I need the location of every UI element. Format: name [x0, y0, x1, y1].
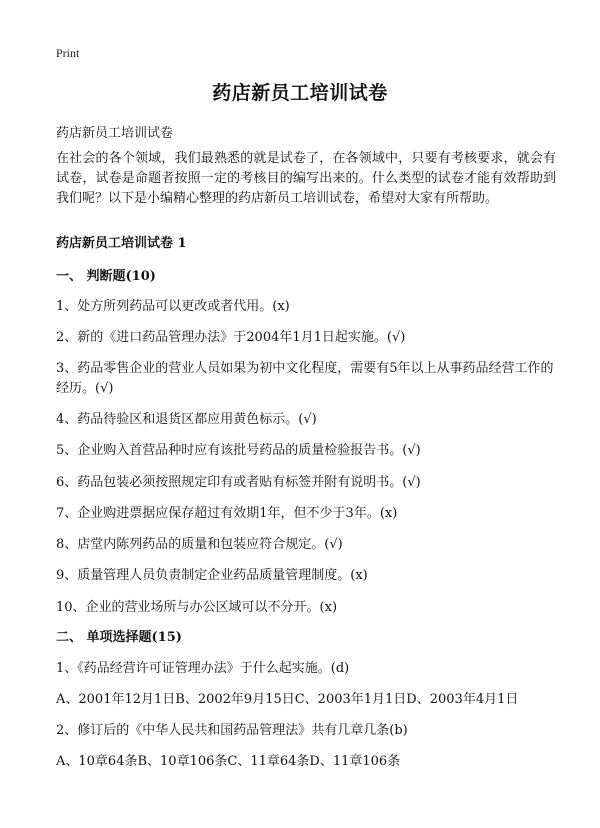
- question-item: 9、质量管理人员负责制定企业药品质量管理制度。(x): [56, 568, 368, 583]
- question-item: 2、修订后的《中华人民共和国药品管理法》共有几章几条(b): [56, 723, 408, 738]
- section-heading: 药店新员工培训试卷 1: [56, 236, 187, 251]
- answer-options: A、10章64条B、10章106条C、11章64条D、11章106条: [56, 754, 401, 769]
- question-item: 7、企业购进票据应保存超过有效期1年，但不少于3年。(x): [56, 506, 398, 521]
- document-subtitle: 药店新员工培训试卷: [56, 126, 174, 141]
- question-item: 4、药品待验区和退货区都应用黄色标示。(√): [56, 412, 317, 427]
- question-item: 5、企业购入首营品种时应有该批号药品的质量检验报告书。(√): [56, 443, 421, 458]
- question-item: 10、企业的营业场所与办公区域可以不分开。(x): [56, 600, 338, 615]
- question-item: 6、药品包装必须按照规定印有或者贴有标签并附有说明书。(√): [56, 475, 421, 490]
- answer-options: A、2001年12月1日B、2002年9月15日C、2003年1月1日D、2003年4月1日: [56, 692, 519, 707]
- print-label[interactable]: Print: [56, 46, 80, 60]
- intro-paragraph: 在社会的各个领域，我们最熟悉的就是试卷了，在各领域中，只要有考核要求，就会有试卷，试卷是命题者按照一定的考核目的编写出来的。什么类型的试卷才能有效帮助到我们呢？以下是小编精心整理的药店新员工培训试卷，希望对大家有所帮助。: [56, 151, 556, 206]
- page-title: 药店新员工培训试卷: [212, 82, 388, 104]
- question-item: 2、新的《进口药品管理办法》于2004年1月1日起实施。(√): [56, 330, 406, 345]
- question-item: 1、处方所列药品可以更改或者代用。(x): [56, 299, 290, 314]
- part1-heading: 一、 判断题(10): [56, 269, 156, 284]
- question-item: 3、药品零售企业的营业人员如果为初中文化程度，需要有5年以上从事药品经营工作的经历。(√): [56, 361, 554, 396]
- question-item: 1、《药品经营许可证管理办法》于什么起实施。(d): [56, 661, 350, 676]
- question-item: 8、店堂内陈列药品的质量和包装应符合规定。(√): [56, 537, 343, 552]
- part2-heading: 二、 单项选择题(15): [56, 630, 182, 645]
